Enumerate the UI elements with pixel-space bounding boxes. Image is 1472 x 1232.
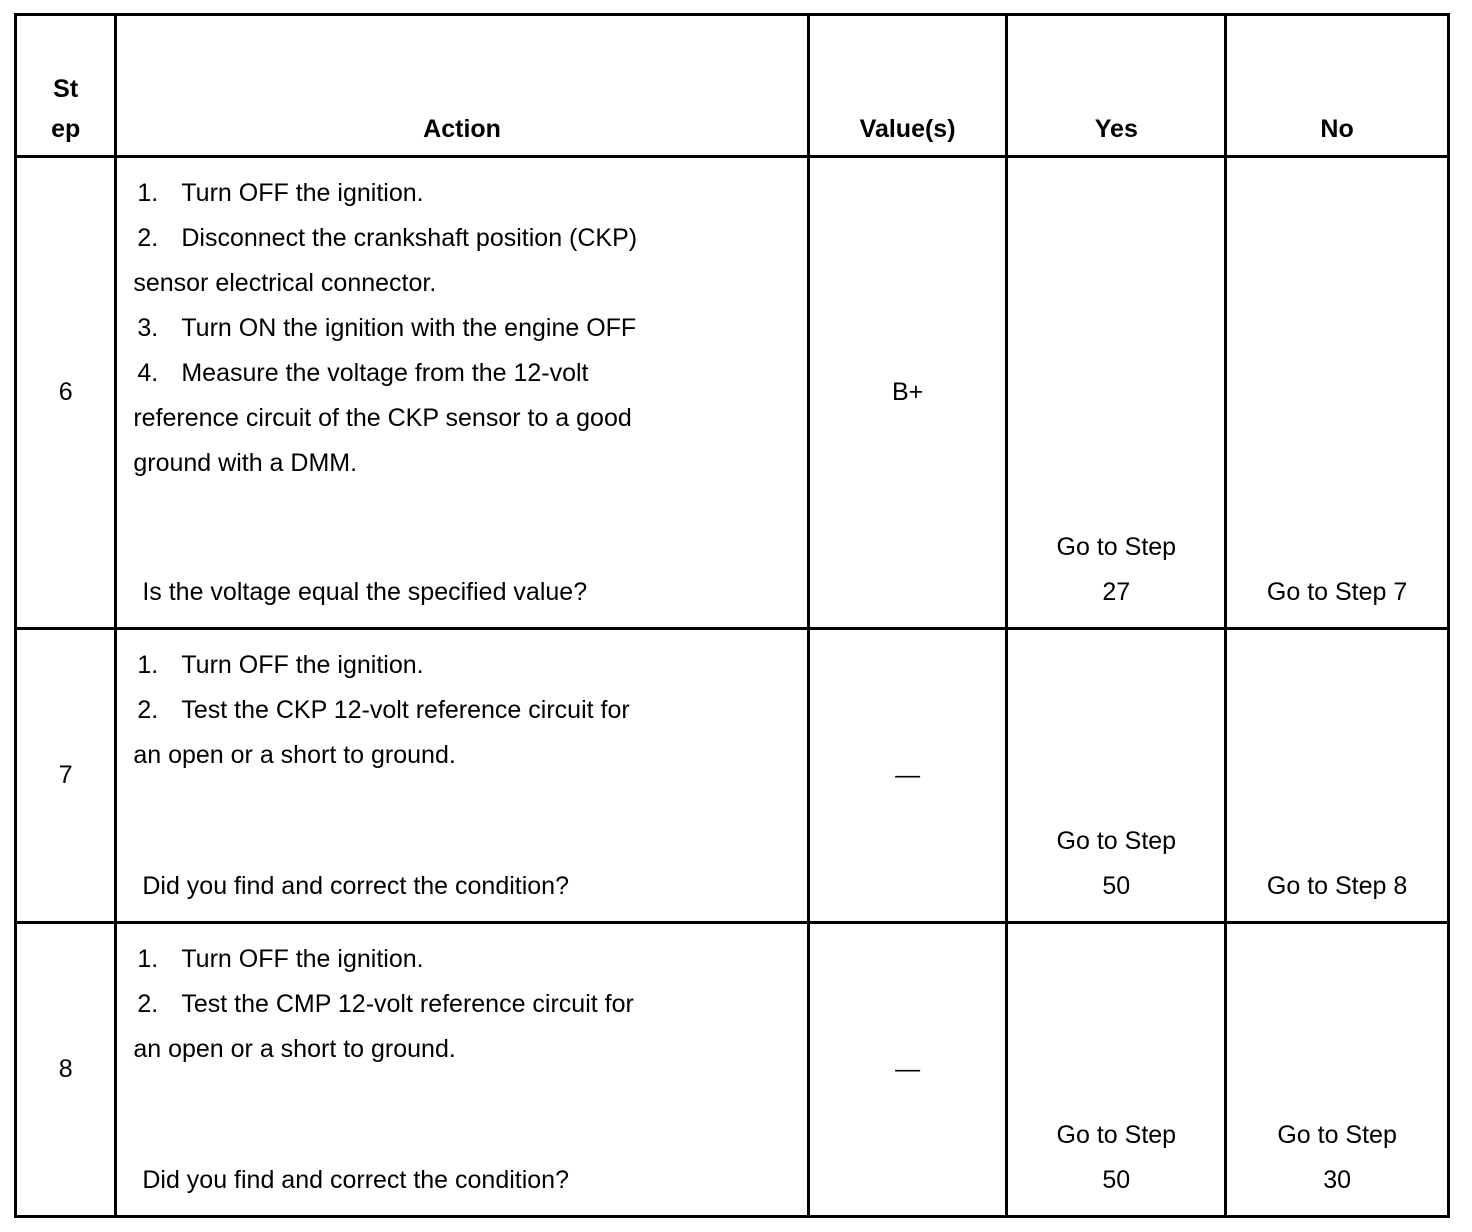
no-goto-line2: 30 (1323, 1166, 1351, 1194)
yes-goto-line2: 50 (1102, 1166, 1131, 1194)
yes-cell (1007, 629, 1226, 923)
yes-goto-line1: Go to Step (1056, 827, 1177, 855)
table-row (16, 923, 1449, 1217)
yes-goto (1008, 819, 1224, 921)
yes-cell (1007, 923, 1226, 1217)
yes-goto-line1: Go to Step (1056, 1121, 1177, 1149)
action-line-text: an open or a short to ground. (133, 741, 456, 769)
action-line (133, 982, 806, 1027)
action-line-text: Disconnect the crankshaft position (CKP) (181, 224, 638, 252)
table-row (16, 157, 1449, 629)
action-line (133, 733, 806, 778)
no-cell (1226, 629, 1449, 923)
header-action: Action (116, 15, 808, 157)
no-goto (1227, 1113, 1447, 1215)
action-line (133, 396, 806, 441)
action-cell (116, 157, 808, 629)
action-line-text: Measure the voltage from the 12-volt (181, 359, 589, 387)
value-cell: — (808, 923, 1007, 1217)
yes-cell (1007, 157, 1226, 629)
action-line-number: 3. (137, 314, 159, 342)
action-cell (116, 923, 808, 1217)
action-line-number: 2. (137, 224, 159, 252)
action-line-text: sensor electrical connector. (133, 269, 437, 297)
action-line (133, 216, 806, 261)
action-line-number: 2. (137, 990, 159, 1018)
action-line-text: Turn ON the ignition with the engine OFF (181, 314, 637, 342)
value-cell: B+ (808, 157, 1007, 629)
value-cell: — (808, 629, 1007, 923)
yes-goto-line2: 50 (1102, 872, 1131, 900)
diagnostic-table (14, 13, 1450, 1218)
action-line-number: 2. (137, 696, 159, 724)
action-question: Did you find and correct the condition? (142, 872, 569, 900)
step-number: 8 (16, 923, 116, 1217)
header-step-line2: ep (51, 115, 81, 143)
no-goto-line2: Go to Step 8 (1266, 872, 1408, 900)
no-goto-line1: Go to Step (1277, 1121, 1397, 1149)
action-line-text: an open or a short to ground. (133, 1035, 456, 1063)
action-line-number: 1. (137, 651, 159, 679)
action-line (133, 171, 806, 216)
action-line-text: ground with a DMM. (133, 449, 358, 477)
action-line-text: Turn OFF the ignition. (181, 651, 424, 679)
no-goto (1227, 864, 1447, 921)
yes-goto (1008, 1113, 1224, 1215)
header-step (16, 15, 116, 157)
header-values: Value(s) (808, 15, 1007, 157)
yes-goto-line1: Go to Step (1056, 533, 1177, 561)
action-line-text: Turn OFF the ignition. (181, 945, 424, 973)
action-line-text: Test the CMP 12-volt reference circuit for (181, 990, 634, 1018)
action-line-text: reference circuit of the CKP sensor to a good (133, 404, 632, 432)
header-no: No (1226, 15, 1449, 157)
action-list (117, 158, 806, 486)
action-line (133, 351, 806, 396)
action-line-text: Turn OFF the ignition. (181, 179, 424, 207)
action-line-number: 1. (137, 945, 159, 973)
step-number: 6 (16, 157, 116, 629)
no-goto-line2: Go to Step 7 (1266, 578, 1408, 606)
action-list (117, 924, 806, 1072)
action-line (133, 937, 806, 982)
action-line (133, 306, 806, 351)
action-line (133, 261, 806, 306)
table-row (16, 629, 1449, 923)
action-line-text: Test the CKP 12-volt reference circuit for (181, 696, 630, 724)
header-yes: Yes (1007, 15, 1226, 157)
step-number: 7 (16, 629, 116, 923)
action-line-number: 1. (137, 179, 159, 207)
action-cell (116, 629, 808, 923)
action-line (133, 441, 806, 486)
action-line (133, 643, 806, 688)
action-line (133, 688, 806, 733)
yes-goto-line2: 27 (1102, 578, 1131, 606)
yes-goto (1008, 525, 1224, 627)
action-question: Is the voltage equal the specified value? (142, 578, 588, 606)
action-question: Did you find and correct the condition? (142, 1166, 569, 1194)
action-list (117, 630, 806, 778)
no-goto (1227, 570, 1447, 627)
no-cell (1226, 157, 1449, 629)
header-row (16, 15, 1449, 157)
action-line-number: 4. (137, 359, 159, 387)
action-line (133, 1027, 806, 1072)
no-cell (1226, 923, 1449, 1217)
header-step-line1: St (53, 75, 79, 103)
